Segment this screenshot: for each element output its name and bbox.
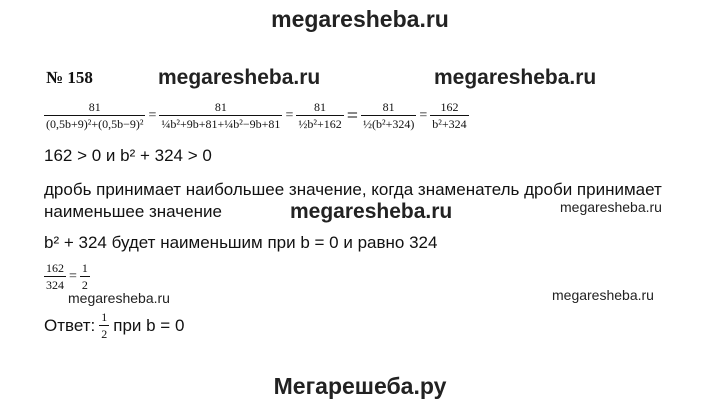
- answer-line: [44, 310, 184, 342]
- equals-sign: =: [69, 269, 77, 284]
- answer-label: Ответ:: [44, 316, 96, 335]
- equals-sign: =: [346, 104, 358, 127]
- fraction-3-numerator: 81: [314, 100, 327, 114]
- fraction-5: [430, 100, 468, 132]
- answer-fraction: [99, 310, 109, 342]
- watermark-center[interactable]: megaresheba.ru: [290, 200, 453, 223]
- explanation-line-3: b² + 324 будет наименьшим при b = 0 и равно 324: [44, 233, 438, 252]
- explanation-line-1: дробь принимает наибольшее значение, когда знаменатель дроби принимает: [44, 180, 662, 199]
- answer-numerator: 1: [101, 310, 108, 324]
- result-denominator: 324: [46, 278, 64, 292]
- watermark-mid-right[interactable]: megaresheba.ru: [434, 66, 597, 89]
- watermark-mid-left[interactable]: megaresheba.ru: [158, 66, 321, 89]
- equals-sign: =: [148, 108, 157, 123]
- fraction-5-denominator: b²+324: [432, 117, 467, 131]
- watermark-bottom[interactable]: Мегарешеба.ру: [273, 373, 447, 399]
- watermark-right-2[interactable]: megaresheba.ru: [552, 287, 654, 303]
- watermark-top[interactable]: megaresheba.ru: [271, 6, 449, 32]
- fraction-1-numerator: 81: [88, 100, 101, 114]
- half-numerator: 1: [81, 261, 88, 275]
- half-denominator: 2: [81, 278, 88, 292]
- fraction-4-numerator: 81: [382, 100, 395, 114]
- expression-chain: [44, 100, 469, 132]
- answer-tail: при b = 0: [113, 316, 185, 335]
- watermark-right-1[interactable]: megaresheba.ru: [560, 199, 662, 215]
- result-fraction: [44, 261, 66, 293]
- fraction-2: [159, 100, 282, 132]
- problem-number: № 158: [46, 68, 93, 87]
- fraction-5-numerator: 162: [440, 100, 459, 114]
- fraction-3: [296, 100, 343, 132]
- fraction-2-denominator: ¼b²+9b+81+¼b²−9b+81: [161, 117, 281, 131]
- fraction-1-denominator: (0,5b+9)²+(0,5b−9)²: [46, 117, 144, 131]
- fraction-1: [44, 100, 145, 132]
- result-numerator: 162: [46, 261, 64, 275]
- fraction-3-denominator: ½b²+162: [298, 117, 342, 131]
- fraction-2-numerator: 81: [214, 100, 227, 114]
- result-equation: [44, 261, 90, 293]
- equals-sign: =: [419, 108, 428, 123]
- fraction-4: [361, 100, 416, 132]
- answer-denominator: 2: [101, 327, 108, 341]
- watermark-left-bottom[interactable]: megaresheba.ru: [68, 290, 170, 306]
- half-fraction: [80, 261, 90, 293]
- fraction-4-denominator: ½(b²+324): [363, 117, 415, 131]
- explanation-line-2: наименьшее значение: [44, 202, 222, 221]
- equals-sign: =: [285, 108, 294, 123]
- inequality-line: 162 > 0 и b² + 324 > 0: [44, 146, 212, 165]
